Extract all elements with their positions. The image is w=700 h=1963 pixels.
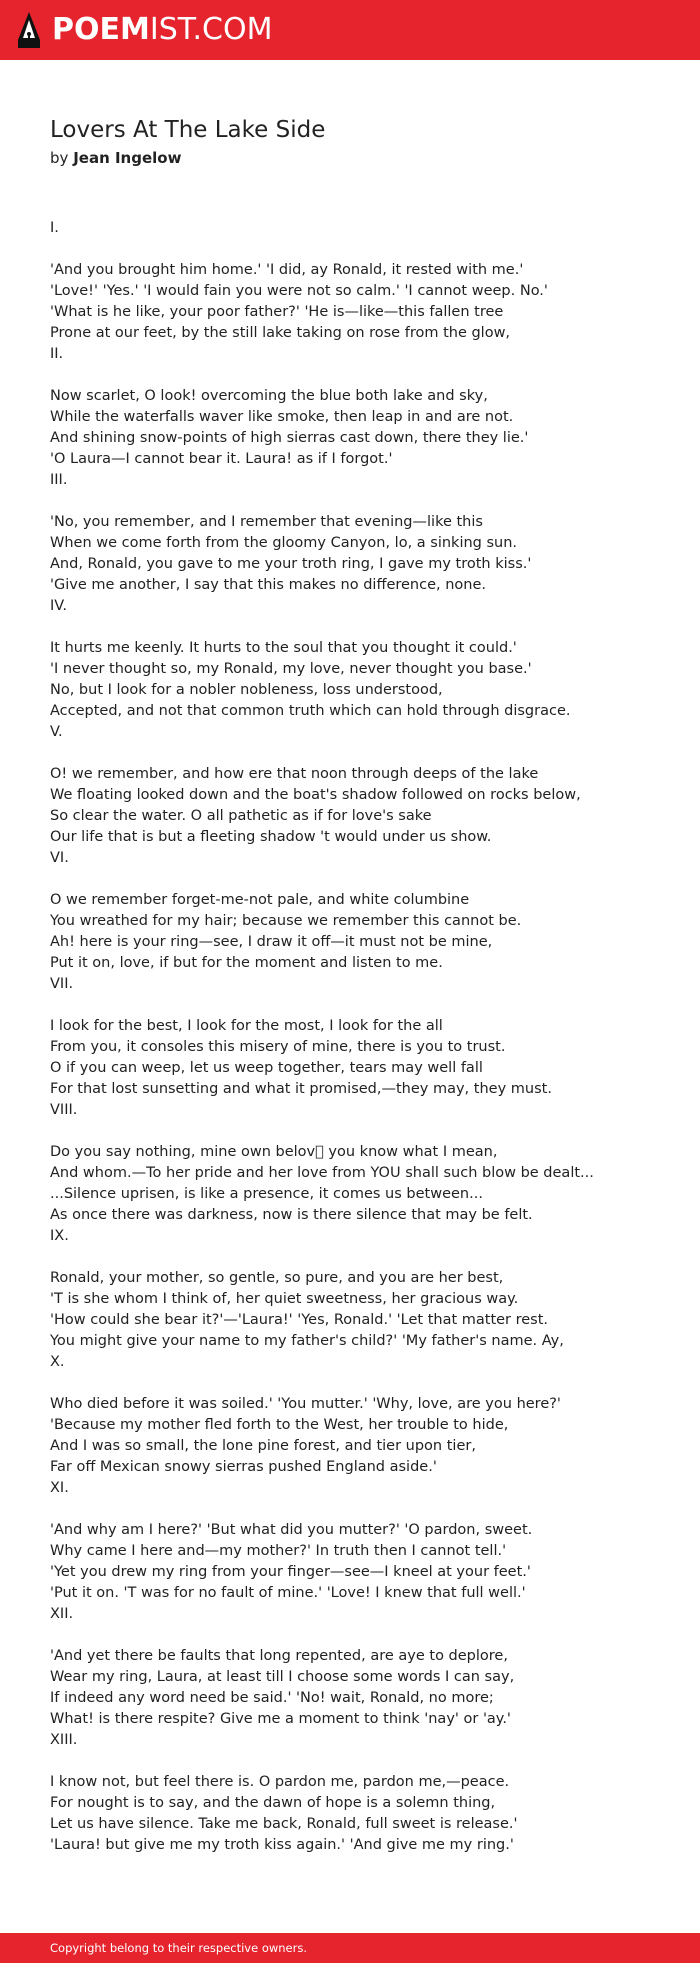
poem-line: Prone at our feet, by the still lake taking on rose from the glow,: [50, 325, 511, 341]
stanza-gap: [50, 365, 670, 386]
poem-line: And I was so small, the lone pine forest, and tier upon tier,: [50, 1438, 476, 1454]
poem-body: [50, 218, 670, 1856]
poem-line: Wear my ring, Laura, at least till I choose some words I can say,: [50, 1669, 515, 1685]
logo-text: [52, 10, 272, 50]
poem-line: 'Love!' 'Yes.' 'I would fain you were not so calm.' 'I cannot weep. No.': [50, 283, 548, 299]
poem-line: If indeed any word need be said.' 'No! wait, Ronald, no more;: [50, 1690, 494, 1706]
stanza-number: III.: [50, 472, 68, 488]
stanza-number: II.: [50, 346, 64, 362]
stanza-gap: [50, 1751, 670, 1772]
poem-line: 'What is he like, your poor father?' 'He is—like—this fallen tree: [50, 304, 504, 320]
poem-line: When we come forth from the gloomy Canyon, lo, a sinking sun.: [50, 535, 518, 551]
stanza: [50, 1730, 670, 1856]
stanza: [50, 218, 670, 344]
poem-line: 'O Laura—I cannot bear it. Laura! as if I forgot.': [50, 451, 393, 467]
poem-line: Who died before it was soiled.' 'You mutter.' 'Why, love, are you here?': [50, 1396, 561, 1412]
poem-line: 'Laura! but give me my troth kiss again.' 'And give me my ring.': [50, 1837, 514, 1853]
poem-line: Ronald, your mother, so gentle, so pure, and you are her best,: [50, 1270, 504, 1286]
stanza-gap: [50, 239, 670, 260]
poem-line: No, but I look for a nobler nobleness, loss understood,: [50, 682, 443, 698]
poem-line: Our life that is but a fleeting shadow 't would under us show.: [50, 829, 492, 845]
stanza: [50, 1604, 670, 1730]
stanza: [50, 974, 670, 1100]
poem-line: I know not, but feel there is. O pardon me, pardon me,—peace.: [50, 1774, 510, 1790]
poem-line: Accepted, and not that common truth which can hold through disgrace.: [50, 703, 571, 719]
logo-text-light: IST.COM: [149, 12, 273, 47]
poem-line: Now scarlet, O look! overcoming the blue both lake and sky,: [50, 388, 488, 404]
title-block: [50, 115, 325, 169]
poem-line: For nought is to say, and the dawn of hope is a solemn thing,: [50, 1795, 496, 1811]
byline: [50, 147, 325, 169]
poem-line: It hurts me keenly. It hurts to the soul that you thought it could.': [50, 640, 517, 656]
poem-line: 'How could she bear it?'—'Laura!' 'Yes, Ronald.' 'Let that matter rest.: [50, 1312, 549, 1328]
stanza-number: XI.: [50, 1480, 69, 1496]
poem-line: And whom.—To her pride and her love from YOU shall such blow be dealt...: [50, 1165, 594, 1181]
poem-line: I look for the best, I look for the most, I look for the all: [50, 1018, 443, 1034]
stanza: [50, 470, 670, 596]
poem-line: 'Give me another, I say that this makes no difference, none.: [50, 577, 487, 593]
stanza: [50, 1352, 670, 1478]
stanza-number: VIII.: [50, 1102, 78, 1118]
stanza-number: I.: [50, 220, 59, 236]
site-footer: [0, 1933, 700, 1963]
poem-title: Lovers At The Lake Side: [50, 117, 326, 143]
stanza-gap: [50, 491, 670, 512]
poem-line: 'And yet there be faults that long repented, are aye to deplore,: [50, 1648, 508, 1664]
poem-line: ...Silence uprisen, is like a presence, it comes us between...: [50, 1186, 483, 1202]
stanza: [50, 344, 670, 470]
stanza-number: X.: [50, 1354, 65, 1370]
pen-nib-icon: [16, 10, 42, 50]
stanza: [50, 722, 670, 848]
poem-line: 'T is she whom I think of, her quiet sweetness, her gracious way.: [50, 1291, 519, 1307]
stanza-number: VI.: [50, 850, 69, 866]
poem-line: O! we remember, and how ere that noon through deeps of the lake: [50, 766, 539, 782]
author-name: Jean Ingelow: [73, 149, 182, 167]
stanza-number: VII.: [50, 976, 74, 992]
stanza-gap: [50, 1121, 670, 1142]
stanza-gap: [50, 1247, 670, 1268]
poem-line: What! is there respite? Give me a moment to think 'nay' or 'ay.': [50, 1711, 511, 1727]
stanza-number: IX.: [50, 1228, 69, 1244]
poem-line: We floating looked down and the boat's shadow followed on rocks below,: [50, 787, 581, 803]
stanza-gap: [50, 1625, 670, 1646]
poem-line: Do you say nothing, mine own belov  you know what I mean,: [50, 1144, 498, 1160]
stanza: [50, 596, 670, 722]
poem-line: 'And why am I here?' 'But what did you mutter?' 'O pardon, sweet.: [50, 1522, 533, 1538]
poem-line: Let us have silence. Take me back, Ronald, full sweet is release.': [50, 1816, 518, 1832]
stanza: [50, 848, 670, 974]
poem-line: 'I never thought so, my Ronald, my love, never thought you base.': [50, 661, 532, 677]
poem-line: Ah! here is your ring—see, I draw it off—it must not be mine,: [50, 934, 493, 950]
stanza: [50, 1226, 670, 1352]
poem-line: And shining snow-points of high sierras cast down, there they lie.': [50, 430, 529, 446]
poem-line: From you, it consoles this misery of mine, there is you to trust.: [50, 1039, 506, 1055]
poem-line: While the waterfalls waver like smoke, then leap in and are not.: [50, 409, 514, 425]
poem-line: Why came I here and—my mother?' In truth then I cannot tell.': [50, 1543, 507, 1559]
site-header: [0, 0, 700, 60]
poem-line: 'Yet you drew my ring from your finger—see—I kneel at your feet.': [50, 1564, 531, 1580]
site-logo[interactable]: [16, 10, 272, 50]
poem-line: So clear the water. O all pathetic as if for love's sake: [50, 808, 432, 824]
poem-line: For that lost sunsetting and what it promised,—they may, they must.: [50, 1081, 552, 1097]
poem-line: And, Ronald, you gave to me your troth ring, I gave my troth kiss.': [50, 556, 532, 572]
poem-line: Far off Mexican snowy sierras pushed England aside.': [50, 1459, 437, 1475]
stanza-gap: [50, 1373, 670, 1394]
stanza-number: XIII.: [50, 1732, 78, 1748]
stanza-gap: [50, 617, 670, 638]
stanza-gap: [50, 1499, 670, 1520]
stanza: [50, 1100, 670, 1226]
poem-line: You wreathed for my hair; because we remember this cannot be.: [50, 913, 522, 929]
stanza-gap: [50, 995, 670, 1016]
poem-line: 'Put it on. 'T was for no fault of mine.' 'Love! I knew that full well.': [50, 1585, 526, 1601]
byline-prefix: by: [50, 149, 69, 167]
poem-line: O if you can weep, let us weep together, tears may well fall: [50, 1060, 483, 1076]
stanza-gap: [50, 743, 670, 764]
poem-line: Put it on, love, if but for the moment and listen to me.: [50, 955, 443, 971]
stanza-number: V.: [50, 724, 63, 740]
copyright-notice: Copyright belong to their respective owners.: [50, 1941, 308, 1955]
stanza-number: XII.: [50, 1606, 74, 1622]
stanza-number: IV.: [50, 598, 67, 614]
poem-line: 'And you brought him home.' 'I did, ay Ronald, it rested with me.': [50, 262, 524, 278]
stanza: [50, 1478, 670, 1604]
poem-line: O we remember forget-me-not pale, and white columbine: [50, 892, 470, 908]
logo-text-strong: POEM: [52, 12, 150, 47]
stanza-gap: [50, 869, 670, 890]
poem-line: As once there was darkness, now is there silence that may be felt.: [50, 1207, 533, 1223]
poem-line: 'Because my mother fled forth to the West, her trouble to hide,: [50, 1417, 509, 1433]
poem-line: 'No, you remember, and I remember that evening—like this: [50, 514, 483, 530]
poem-line: You might give your name to my father's child?' 'My father's name. Ay,: [50, 1333, 564, 1349]
